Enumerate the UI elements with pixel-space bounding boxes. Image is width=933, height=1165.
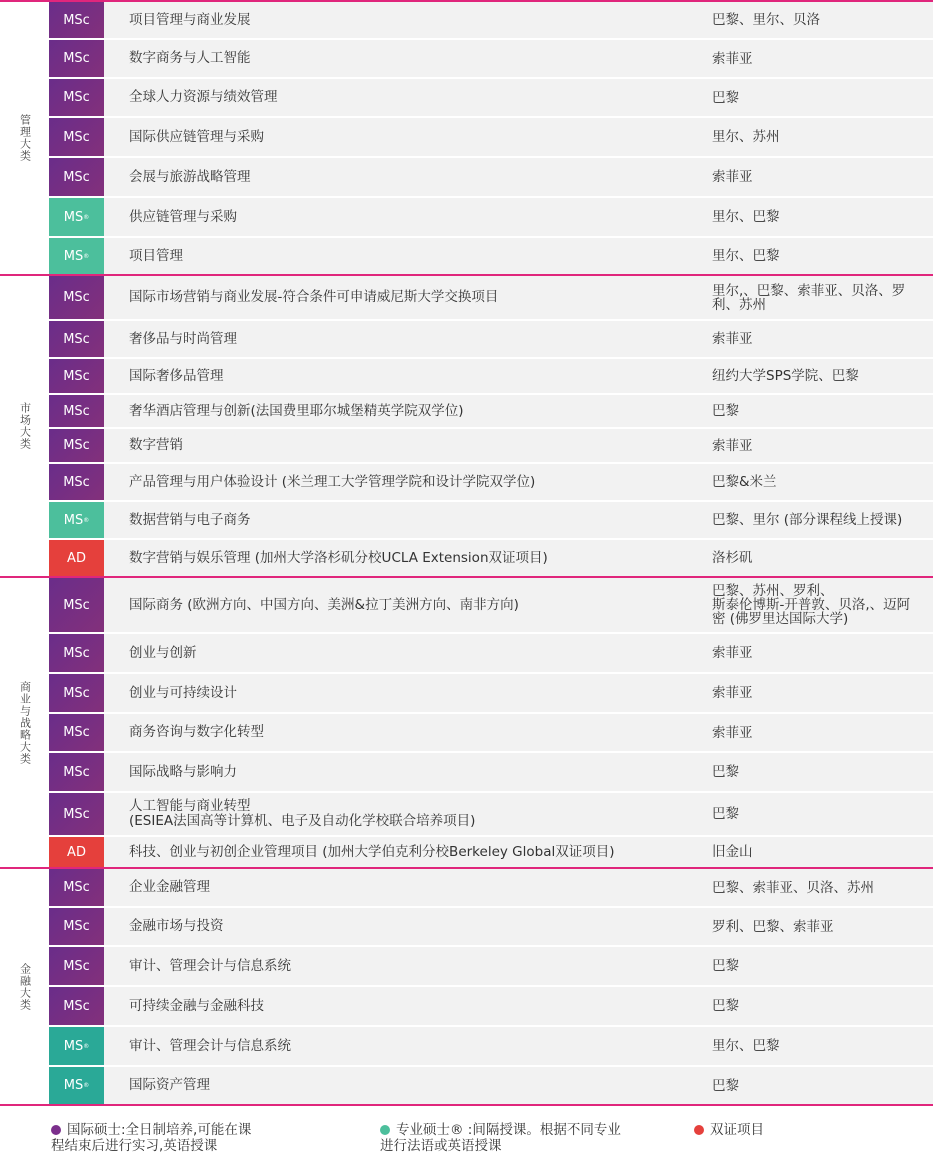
campus-location: 里尔,、巴黎、索菲亚、贝洛、罗 利、苏州 [712,282,906,313]
degree-badge [49,276,104,319]
degree-badge [49,578,104,632]
program-name: 国际商务 (欧洲方向、中国方向、美洲&拉丁美洲方向、南非方向) [129,596,519,613]
degree-badge-label: AD [67,844,86,860]
campus-location: 巴黎&米兰 [712,474,777,490]
program-name: 审计、管理会计与信息系统 [129,957,291,974]
category-group [0,0,933,274]
program-name: 数字商务与人工智能 [129,50,251,66]
degree-badge [49,869,104,906]
degree-badge [49,158,104,196]
campus-location: 里尔、苏州 [712,129,780,145]
program-name: 人工智能与商业转型 (ESIEA法国高等计算机、电子及自动化学校联合培养项目) [129,798,476,829]
degree-badge-label: MSc [63,645,90,661]
program-name: 奢华酒店管理与创新(法国费里耶尔城堡精英学院双学位) [129,402,464,419]
program-name: 数字营销与娱乐管理 (加州大学洛杉矶分校UCLA Extension双证项目) [129,549,548,566]
degree-badge [49,1067,104,1104]
program-name: 产品管理与用户体验设计 (米兰理工大学管理学院和设计学院双学位) [129,473,536,490]
degree-badge-label: MS [63,248,84,264]
legend-msc-text: 国际硕士:全日制培养,可能在课 程结束后进行实习,英语授课 [51,1122,252,1154]
red-dot-icon [694,1125,704,1135]
program-name: 企业金融管理 [129,879,210,895]
table-row [49,238,933,274]
degree-badge [49,987,104,1025]
campus-location: 巴黎、里尔 (部分课程线上授课) [712,512,903,528]
table-row [49,578,933,634]
purple-dot-icon [51,1125,61,1135]
table-row [49,359,933,395]
table-row [49,198,933,238]
degree-badge-label: MSc [63,169,90,185]
degree-badge-label: MS [63,512,84,528]
program-name: 奢侈品与时尚管理 [129,330,237,347]
degree-badge [49,321,104,357]
campus-location: 巴黎 [712,1077,739,1094]
registered-mark-icon: ® [83,516,90,524]
table-row [49,793,933,837]
campus-location: 索菲亚 [712,50,753,67]
registered-mark-icon: ® [83,1042,90,1050]
degree-badge [49,118,104,156]
category-group [0,274,933,576]
degree-badge [49,79,104,116]
degree-badge-label: MSc [63,919,90,934]
degree-badge-label: MSc [63,958,90,974]
campus-location: 索菲亚 [712,724,753,741]
table-row [49,947,933,987]
degree-badge [49,1027,104,1065]
category-group [0,576,933,867]
table-row [49,429,933,464]
category-label-cell [0,869,49,1104]
degree-badge-label: MSc [63,880,90,895]
degree-badge [49,464,104,500]
registered-mark-icon: ® [83,1082,90,1089]
campus-location: 巴黎、里尔、贝洛 [712,12,820,28]
program-name: 商务咨询与数字化转型 [129,724,264,740]
degree-badge-label: MSc [63,331,90,347]
campus-location: 里尔、巴黎 [712,209,780,225]
campus-location: 巴黎 [712,403,739,419]
campus-location: 纽约大学SPS学院、巴黎 [712,368,859,384]
table-row [49,2,933,40]
program-name: 会展与旅游战略管理 [129,168,251,185]
degree-badge-label: MSc [63,998,90,1014]
table-row [49,540,933,576]
program-name: 国际资产管理 [129,1077,210,1093]
program-name: 国际市场营销与商业发展-符合条件可申请威尼斯大学交换项目 [129,289,499,305]
degree-badge-label: MSc [63,725,90,740]
table-row [49,674,933,714]
degree-badge [49,40,104,77]
program-name: 创业与创新 [129,644,197,661]
degree-badge-label: AD [67,550,86,566]
degree-badge-label: MSc [63,129,90,145]
campus-location: 巴黎、苏州、罗利、 斯泰伦博斯-开普敦、贝洛,、迈阿 密 (佛罗里达国际大学) [712,583,911,627]
program-name: 项目管理 [129,247,183,264]
program-name: 国际供应链管理与采购 [129,128,264,145]
degree-badge-label: MSc [63,403,90,419]
degree-badge-label: MSc [63,764,90,780]
degree-badge [49,238,104,274]
legend-ms [380,1122,621,1154]
degree-badge [49,540,104,576]
degree-badge-label: MSc [63,806,90,822]
table-row [49,502,933,540]
table-row [49,869,933,908]
degree-badge [49,753,104,791]
campus-location: 罗利、巴黎、索菲亚 [712,918,834,935]
campus-location: 旧金山 [712,844,753,860]
registered-mark-icon: ® [83,252,90,260]
degree-badge [49,837,104,867]
campus-location: 里尔、巴黎 [712,248,780,264]
program-name: 科技、创业与初创企业管理项目 (加州大学伯克利分校Berkeley Global双证项目) [129,843,615,860]
table-row [49,1027,933,1067]
degree-badge [49,502,104,538]
degree-badge-label: MSc [63,368,90,384]
campus-location: 索菲亚 [712,437,753,454]
degree-badge-label: MSc [63,597,90,613]
table-row [49,118,933,158]
program-name: 国际战略与影响力 [129,763,237,780]
campus-location: 索菲亚 [712,331,753,347]
legend-msc [51,1122,251,1154]
degree-badge-label: MSc [63,51,90,66]
table-row [49,1067,933,1104]
degree-badge-label: MSc [63,474,90,490]
campus-location: 巴黎 [712,764,739,780]
campus-location: 巴黎 [712,89,739,106]
degree-badge [49,429,104,462]
degree-badge [49,395,104,427]
table-row [49,753,933,793]
table-row [49,837,933,867]
program-name: 可持续金融与金融科技 [129,997,264,1014]
table-row [49,464,933,502]
degree-badge [49,793,104,835]
legend-ad-text: 双证项目 [710,1122,764,1138]
table-row [49,714,933,753]
legend-ms-text: 专业硕士® :间隔授课。根据不同专业 进行法语或英语授课 [380,1122,621,1154]
campus-location: 里尔、巴黎 [712,1038,780,1054]
campus-location: 巴黎、索菲亚、贝洛、苏州 [712,879,874,896]
degree-badge-label: MS [63,209,84,225]
table-row [49,276,933,321]
table-row [49,79,933,118]
category-label-cell [0,578,49,867]
legend-ad [694,1122,764,1138]
program-name: 数据营销与电子商务 [129,511,251,528]
campus-location: 索菲亚 [712,169,753,185]
degree-badge-label: MSc [63,685,90,701]
program-name: 创业与可持续设计 [129,684,237,701]
category-label-cell [0,276,49,576]
program-name: 项目管理与商业发展 [129,11,251,28]
campus-location: 巴黎 [712,998,739,1014]
category-label: 市场大类 [18,402,32,450]
category-label: 商业与战略大类 [18,680,32,765]
campus-location: 索菲亚 [712,685,753,701]
degree-badge [49,2,104,38]
degree-badge-label: MS [63,1078,84,1093]
table-row [49,634,933,674]
campus-location: 巴黎 [712,958,739,974]
degree-badge [49,947,104,985]
program-name: 金融市场与投资 [129,918,224,934]
degree-badge [49,674,104,712]
degree-badge-label: MSc [63,290,90,305]
degree-badge [49,198,104,236]
category-group [0,867,933,1106]
table-row [49,40,933,79]
program-name: 数字营销 [129,437,183,453]
degree-badge [49,908,104,945]
green-dot-icon [380,1125,390,1135]
degree-badge [49,359,104,393]
campus-location: 巴黎 [712,806,739,822]
degree-badge-label: MSc [63,12,90,28]
program-name: 国际奢侈品管理 [129,367,224,384]
degree-badge-label: MSc [63,438,90,453]
category-label: 金融大类 [18,962,32,1011]
degree-badge [49,634,104,672]
category-label: 管理大类 [18,114,32,162]
category-label-cell [0,2,49,274]
degree-badge-label: MSc [63,90,90,105]
table-row [49,395,933,429]
degree-badge [49,714,104,751]
registered-mark-icon: ® [83,213,90,221]
table-row [49,158,933,198]
degree-badge-label: MS [63,1038,84,1054]
campus-location: 索菲亚 [712,645,753,661]
campus-location: 洛杉矶 [712,550,753,566]
program-name: 供应链管理与采购 [129,208,237,225]
program-name: 全球人力资源与绩效管理 [129,89,278,105]
table-row [49,321,933,359]
table-row [49,908,933,947]
table-row [49,987,933,1027]
program-name: 审计、管理会计与信息系统 [129,1037,291,1054]
